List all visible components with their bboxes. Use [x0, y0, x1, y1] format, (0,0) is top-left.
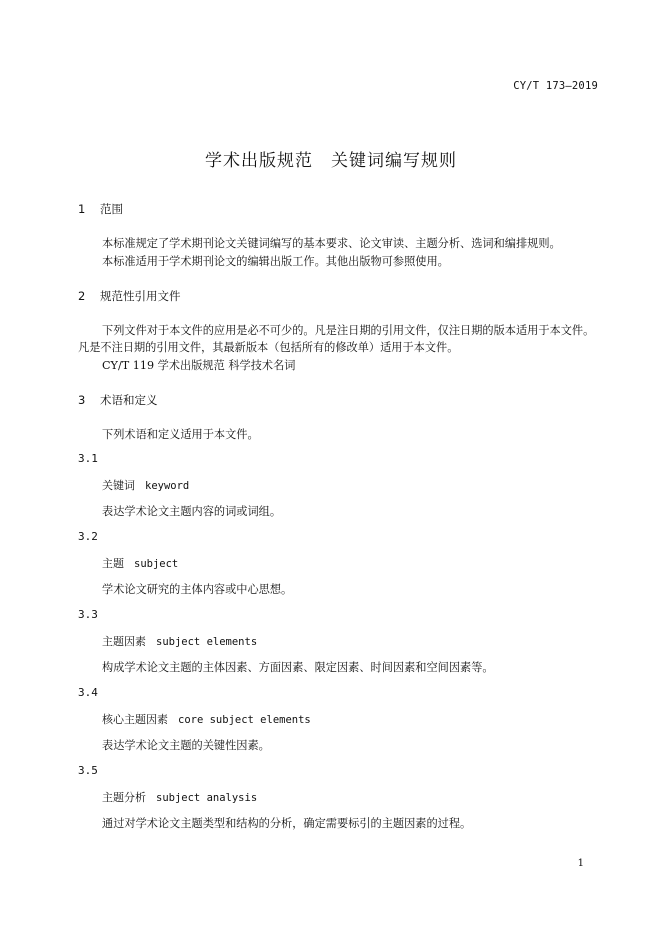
term-3-2-number: 3.2	[78, 530, 98, 543]
term-en: subject	[134, 558, 179, 570]
section-number: 1	[78, 202, 86, 216]
standard-code: CY/T 173—2019	[513, 80, 598, 92]
term-3-3-heading	[102, 633, 257, 649]
term-zh: 主题分析	[102, 791, 146, 804]
section-1-paragraph-1: 本标准规定了学术期刊论文关键词编写的基本要求、论文审读、主题分析、选词和编排规则。	[102, 237, 561, 250]
term-3-4-definition: 表达学术论文主题的关键性因素。	[102, 739, 270, 752]
document-title: 学术出版规范 关键词编写规则	[205, 151, 457, 171]
term-zh: 主题	[102, 557, 124, 570]
term-3-2-definition: 学术论文研究的主体内容或中心思想。	[102, 583, 293, 596]
section-2-heading	[78, 288, 181, 304]
term-zh: 主题因素	[102, 635, 146, 648]
term-en: keyword	[145, 480, 190, 492]
section-number: 2	[78, 289, 86, 303]
term-zh: 关键词	[102, 479, 135, 492]
section-title: 术语和定义	[100, 393, 158, 407]
term-3-1-heading	[102, 477, 189, 493]
section-title: 规范性引用文件	[100, 289, 181, 303]
section-1-paragraph-2: 本标准适用于学术期刊论文的编辑出版工作。其他出版物可参照使用。	[102, 255, 449, 268]
section-1-heading	[78, 201, 123, 217]
term-3-5-definition: 通过对学术论文主题类型和结构的分析，确定需要标引的主题因素的过程。	[102, 817, 472, 830]
term-3-4-heading	[102, 711, 311, 727]
section-number: 3	[78, 393, 86, 407]
section-title: 范围	[100, 202, 123, 216]
section-3-paragraph-1: 下列术语和定义适用于本文件。	[102, 428, 259, 441]
section-2-paragraph-1: 下列文件对于本文件的应用是必不可少的。凡是注日期的引用文件，仅注日期的版本适用于本文件。	[102, 324, 595, 337]
page-number: 1	[577, 858, 584, 869]
term-3-3-definition: 构成学术论文主题的主体因素、方面因素、限定因素、时间因素和空间因素等。	[102, 661, 494, 674]
term-3-2-heading	[102, 555, 178, 571]
term-en: subject elements	[156, 636, 258, 648]
term-3-1-number: 3.1	[78, 452, 98, 465]
term-zh: 核心主题因素	[102, 713, 168, 726]
term-3-1-definition: 表达学术论文主题内容的词或词组。	[102, 505, 282, 518]
term-en: subject analysis	[156, 792, 258, 804]
term-3-3-number: 3.3	[78, 608, 98, 621]
section-2-reference: CY/T 119 学术出版规范 科学技术名词	[102, 359, 296, 372]
term-3-5-number: 3.5	[78, 764, 98, 777]
section-2-paragraph-2: 凡是不注日期的引用文件，其最新版本（包括所有的修改单）适用于本文件。	[78, 341, 459, 354]
term-3-5-heading	[102, 789, 257, 805]
section-3-heading	[78, 392, 158, 408]
term-3-4-number: 3.4	[78, 686, 98, 699]
term-en: core subject elements	[178, 714, 311, 726]
